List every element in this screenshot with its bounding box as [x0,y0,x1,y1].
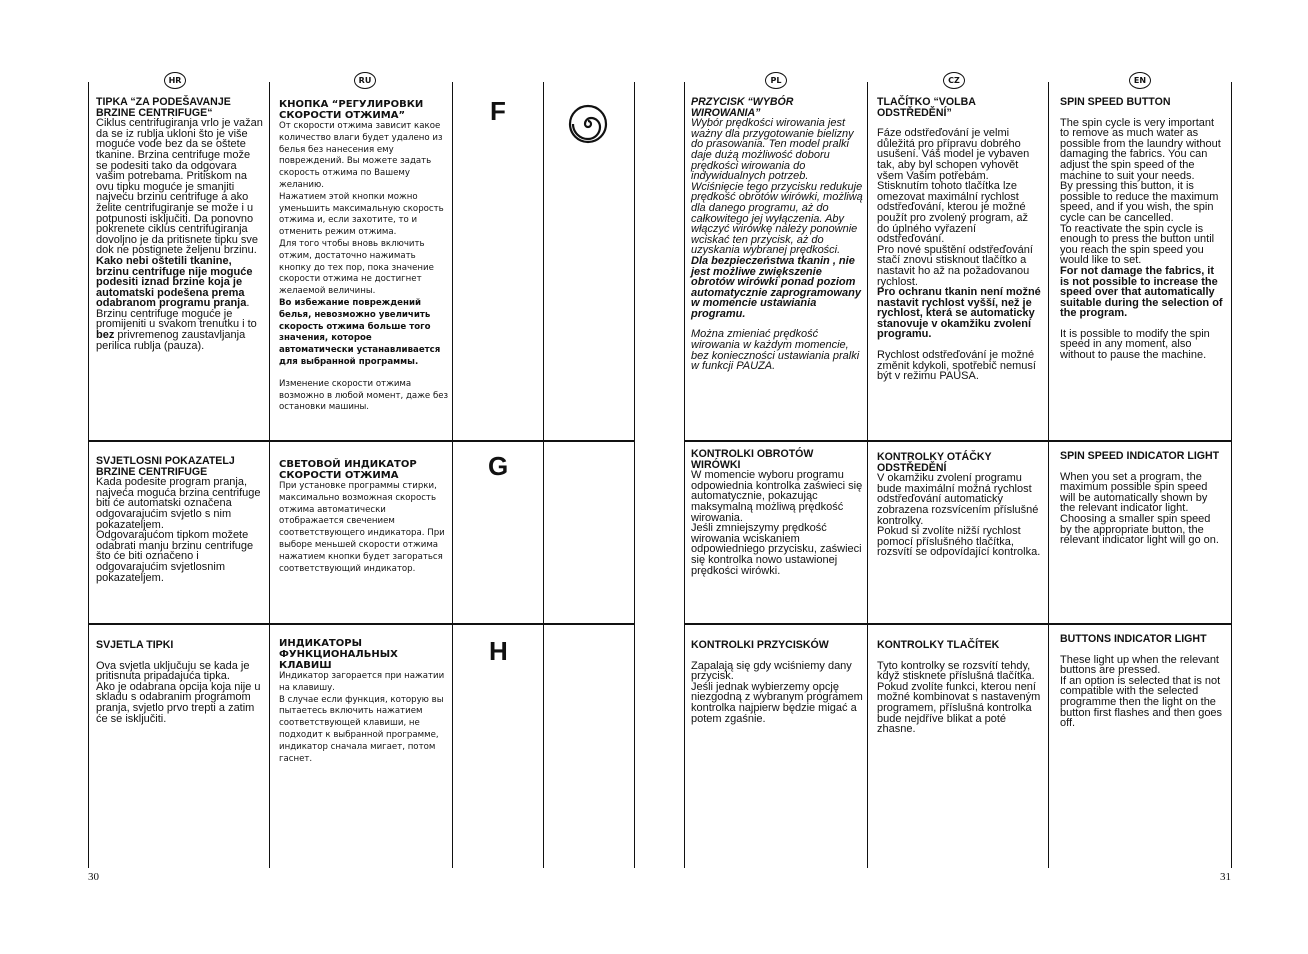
hr-f-text-2a: . Brzinu centrifuge moguće je promijeniti u svakom trenutku i to [96,297,257,331]
divider-pl-cz [867,82,868,868]
cz-cell-g [877,452,1043,558]
row-divider-right-1 [684,440,1231,442]
pl-h-text-2: Jeśli jednak wybierzemy opcję niezgodną z wybranym programem kontrolka najpierw będzie migać a potem zgaśnie. [691,680,863,725]
hr-g-text-2: Odgovarajućom tipkom možete odabrati manju brzinu centrifuge što će biti označeno i odgovarajućim svjetlosnim pokazateljem. [96,529,254,584]
divider-ru-letter [452,82,453,868]
ru-h-text-2: В случае если функция, которую вы пытаетесь включить нажатием соответствующей клавиши, не подходит к выбранной программе, индикатор сначала мигает, потом гаснет. [279,694,444,764]
ru-f-title: КНОПКА “РЕГУЛИРОВКИ СКОРОСТИ ОТЖИМА” [279,99,424,121]
pl-g-title: KONTROLKI OBROTÓW WIRÓWKI [691,448,814,471]
cz-h-text: Tyto kontrolky se rozsvítí tehdy, když stisknete příslušná tlačítka. [877,659,1035,683]
divider-right-outer [684,82,685,868]
section-letter-f: F [490,96,506,126]
cz-cell-f [877,97,1043,382]
en-f-bold: For not damage the fabrics, it is not possible to increase the speed over that automatically suitable during the selection of the program. [1060,264,1223,320]
pl-f-title: PRZYCISK “WYBÓR WIROWANIA” [691,96,794,119]
hr-g-text: Kada podesite program pranja, najveća moguća brzina centrifuge biti će automatski označena odgovarajućim svjetlo s nim pokazateljem. [96,476,261,531]
en-g-text-2: Choosing a smaller spin speed by the appropriate button, the relevant indicator light will go on. [1060,512,1219,547]
flag-en: EN [1129,72,1151,89]
section-letter-g: G [488,451,509,481]
cz-h-text-2: Pokud zvolíte funkci, kterou není možné kombinovat s nastaveným programem, příslušná kontrolka bude nejdříve blikat a poté zhasne. [877,680,1041,736]
en-cell-g [1060,451,1224,546]
cz-f-text-4: Rychlost odstřeďování je možné změnit kdykoli, spotřebič nemusí být v režimu PAUSA. [877,349,1036,383]
divider-letter-icon [543,82,544,868]
ru-f-text-4: Изменение скорости отжима возможно в любой момент, даже без остановки машины. [279,378,449,413]
divider-hr-ru [269,82,270,868]
en-cell-f [1060,97,1224,361]
hr-f-title: TIPKA “ZA PODEŠAVANJE BRZINE CENTRIFUGE“ [96,96,231,119]
en-g-title: SPIN SPEED INDICATOR LIGHT [1060,450,1220,462]
cz-g-title: KONTROLKY OTÁČKY ODSTŘEDĚNÍ [877,451,992,474]
cz-g-text: V okamžiku zvolení programu bude maximální možná rychlost odstřeďování automaticky zobrazena rozsvícením příslušné kontrolky. [877,472,1039,527]
row-divider-left-1 [88,440,634,442]
hr-f-bold: Kako nebi oštetili tkanine, brzinu centrifuge nije moguće podesiti iznad brzine koja je automatski podešena prema odabranom programu pranja [96,254,253,310]
page-number-right: 31 [1220,871,1231,883]
hr-h-text-2: Ako je odabrana opcija koja nije u skladu s odabranim programom pranja, svjetlo prvo trepti a zatim će se isključiti. [96,680,261,725]
hr-f-text-2c: privremenog zaustavljanja perilica rublja (pauza). [96,329,246,352]
section-letter-h: H [489,636,508,666]
hr-cell-h [96,640,264,724]
en-h-title: BUTTONS INDICATOR LIGHT [1060,633,1207,645]
pl-cell-f [691,97,863,372]
cz-f-text-3: Pro nové spuštění odstřeďování stačí znovu stisknout tlačítko a nastavit ho až na požadovanou rychlost. [877,243,1033,288]
ru-cell-f [279,99,449,414]
flag-cz: CZ [943,72,965,89]
cz-cell-h [877,640,1043,735]
hr-cell-f [96,97,264,351]
spin-speed-spiral-icon [568,104,608,144]
en-g-text: When you set a program, the maximum possible spin speed will be automatically shown by the relevant indicator light. [1060,470,1208,515]
pl-g-text: W momencie wyboru programu odpowiednia kontrolka zaświeci się automatycznie, pokazując maksymalną możliwą prędkość wirowania. [691,469,863,524]
divider-icon-right [634,82,635,868]
row-divider-left-2 [88,623,634,625]
hr-h-title: SVJETLA TIPKI [96,639,174,651]
en-h-text-2: If an option is selected that is not compatible with the selected programme then the light on the button first flashes and then goes off. [1060,674,1223,730]
cz-h-title: KONTROLKY TLAČÍTEK [877,639,1000,651]
en-f-text: The spin cycle is very important to remove as much water as possible from the laundry without damaging the fabrics. You can adjust the spin speed of the machine to suit your needs. [1060,116,1221,182]
pl-cell-g [691,449,863,576]
ru-h-text: Индикатор загорается при нажатии на клавишу. [279,671,445,693]
ru-g-title: СВЕТОВОЙ ИНДИКАТОР СКОРОСТИ ОТЖИМА [279,459,417,481]
flag-ru: RU [354,72,376,89]
ru-cell-h [279,638,449,765]
hr-h-text: Ova svjetla uključuju se kada je pritisnuta pripadajuća tipka. [96,659,250,683]
cz-f-text: Fáze odstřeďování je velmi důležitá pro přípravu dobrého usušení. Váš model je vybaven tak, aby byl schopen vyhovět všem Vašim potřebám. [877,127,1030,182]
hr-f-text: Ciklus centrifugiranja vrlo je važan da se iz rublja ukloni što je više moguće vode bez da se oštete tkanine. Brzina centrifuge može se podesiti tako da odgovara vašim potrebama. Pritiskom na ovu tipku moguće je smanjiti najveću brzinu centrifuge a ako želite centrifugiranje se može i u potpunosti isključiti. Da ponovno pokrenete ciklus centrifugiranja dovoljno je da pritisnete tipku sve dok ne postignete željenu brzinu. [96,117,263,257]
pl-cell-h [691,640,863,724]
pl-h-title: KONTROLKI PRZYCISKÓW [691,639,829,651]
cz-f-title: TLAČÍTKO “VOLBA ODSTŘEDĚNÍ” [877,96,976,119]
en-f-text-3: To reactivate the spin cycle is enough to press the button until you reach the spin speed you would like to set. [1060,222,1215,267]
hr-g-title: SVJETLOSNI POKAZATELJ BRZINE CENTRIFUGE [96,455,235,478]
ru-f-bold: Во избежание повреждений белья, невозможно увеличить скорость отжима больше того значения, которое автоматически устанавливается для выбранной программы. [279,297,441,367]
pl-g-text-2: Jeśli zmniejszymy prędkość wirowania wciskaniem odpowiedniego przycisku, zaświeci się kontrolka nowo ustawionej prędkości wirówki. [691,522,862,577]
divider-right-end [1231,82,1232,868]
en-cell-h [1060,634,1224,729]
ru-f-text: От скорости отжима зависит какое количество влаги будет удалено из белья без нанесения ему повреждений. Вы можете задать скорость отжима по Вашему желанию. [279,121,443,190]
flag-hr: HR [164,72,186,89]
divider-cz-en [1048,82,1049,868]
cz-f-text-2: Stisknutím tohoto tlačítka lze omezovat maximální rychlost odstřeďování, kterou je možné použít pro zvolený program, až do úplného vyřazení odstřeďování. [877,180,1029,246]
en-f-title: SPIN SPEED BUTTON [1060,96,1171,108]
ru-f-text-2: Нажатием этой кнопки можно уменьшить максимальную скорость отжима и, если захотите, то и отменить режим отжима. [279,191,444,238]
ru-h-title: ИНДИКАТОРЫ ФУНКЦИОНАЛЬНЫХ КЛАВИШ [279,638,398,671]
pl-f-text: Wybór prędkości wirowania jest ważny dla przygotowanie bielizny do prasowania. Ten model pralki daje dużą możliwość doboru prędkości wirowania do indywidualnych potrzeb. Wciśnięcie tego przycisku redukuje prędkość obrotów wirówki, możliwą dla danego programu, aż do całkowitego jej wyłączenia. Aby włączyć wirówkę należy ponownie wciskać ten przycisk, aż do uzyskania wybranej prędkości. [691,117,863,257]
hr-cell-g [96,456,264,583]
pl-f-bold: Dla bezpieczeństwa tkanin , nie jest możliwe zwiększenie obrotów wirówki ponad poziom automatycznie zaprogramowany w momencie ustawiania programu. [691,254,861,320]
ru-cell-g [279,459,449,575]
cz-g-text-2: Pokud si zvolíte nižší rychlost pomocí příslušného tlačítka, rozsvítí se odpovídající kontrolka. [877,525,1041,559]
hr-f-text-2b: bez [96,329,115,342]
en-h-text: These light up when the relevant buttons are pressed. [1060,653,1219,677]
flag-pl: PL [765,72,787,89]
en-f-text-2: By pressing this button, it is possible to reduce the maximum speed, and if you wish, the spin cycle can be cancelled. [1060,180,1219,224]
pl-h-text: Zapalają się gdy wciśniemy dany przycisk. [691,659,852,683]
cz-f-bold: Pro ochranu tkanin není možné nastavit rychlost vyšší, než je rychlost, která se automaticky stanovuje v okamžiku zvolení programu. [877,286,1041,341]
page-number-left: 30 [88,871,99,883]
ru-f-text-3: Для того чтобы вновь включить отжим, достаточно нажимать кнопку до тех пор, пока значение скорости отжима не достигнет желаемой величины. [279,238,434,297]
divider-left-outer [88,82,89,868]
row-divider-right-2 [684,623,1231,625]
en-f-text-4: It is possible to modify the spin speed in any moment, also without to pause the machine. [1060,327,1210,362]
pl-f-text-2: Można zmieniać prędkość wirowania w każdym momencie, bez konieczności ustawiania pralki w funkcji PAUZA. [691,328,860,373]
ru-g-text: При установке программы стирки, максимально возможная скорость отжима автоматически отображается свечением соответствующего индикатора. При выборе меньшей скорости отжима нажатием кнопки будет загораться соответствующий индикатор. [279,481,445,574]
